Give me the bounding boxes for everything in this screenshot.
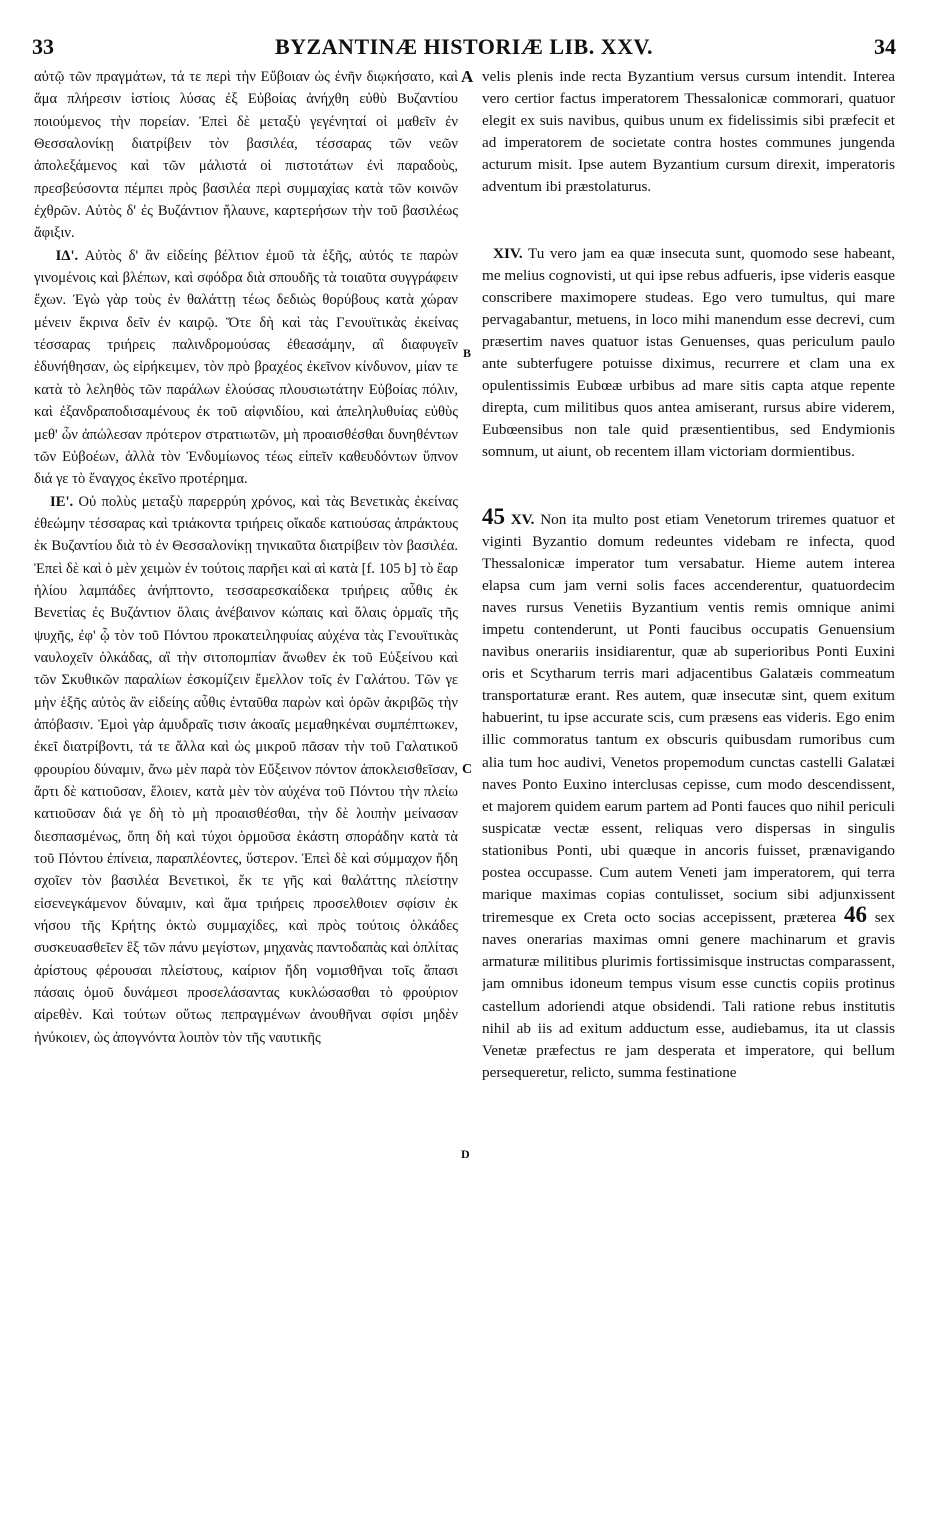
latin-section-14-text: Tu vero jam ea quæ insecuta sunt, quomodo sese habeant, me melius cognovisti, ut qui ipse rebus adfueris, ipse videris easque conscribere maximopere studeas. Ego vero tumultus, qui mare pervagabantur, metuens, in loco mihi manendum esse decrevi, cum præsertim naves quatuor istas Genuenses, quas periculum paulo ante subterfugere potuisse diximus, recurrere et clam una ex opulentissimis Eubœæ urbibus ad mare sitis capta atque repente direpta, cum militibus quos antea amiserant, rursus abire viderem, Eubœensibus non tale quid præsentientibus, sed Endymionis somnum, ut aiunt, ob recentem illam victoriam dormientibus. [482,244,895,461]
greek-section-15-number: ΙΕ'. [50,493,74,510]
greek-section-14 [34,245,458,491]
margin-letter-d: D [461,1147,470,1161]
page-number-right: 34 [874,34,896,59]
margin-letter-c: C [462,762,473,777]
latin-section-15-text-a: Non ita multo post etiam Venetorum triremes quatuor et viginti Byzantio domum redeuntes videbam re infecta, quod Thessalonicæ imperator tum versabatur. Hieme autem interea elapsa cum jam verni solis faces accenderentur, quatuordecim naves rursus Venetiis Byzantium ventis remis omnique animi impetu contenderunt, ut Ponti faucibus occupatis Genuensium navibus onerariis insidiarentur, quæ ab superioribus Ponti Euxini oris et Scytharum terris mari adjacentibus Galatæis commeatum transportaturæ erant. Res autem, quæ insecutæ sint, quem exitum habuerint, tu ipse accurate scis, cum præsens eas videris. Ego enim illic commoratus tantum ex obscuris quibusdam rumoribus cum alia tum hoc audivi, Venetos propemodum cunctas castelli Galatæi naves Ponto Euxino interclusas cepisse, cum modo descendissent, et majorem quidem earum partem ad Ponti fauces quo nihil periculi suspicatæ vectæ essent, reliquas vero dispersas in singulis stationibus Ponti, ubi quæque in ancoris fuisset, prænavigando postea occupasse. Cum autem Veneti jam imperatorem, qui terra marique maximas copias contulisset, socium sibi adjunxissent triremesque ex Creta octo socias accepissent, præterea [482,510,895,927]
latin-section-14 [482,243,895,464]
greek-section-14-number: ΙΔ'. [55,247,79,264]
running-title: BYZANTINÆ HISTORIÆ LIB. XXV. [274,34,654,59]
latin-section-14-number: XIV. [493,244,523,262]
latin-column [482,66,895,1518]
margin-letter-a: A [461,67,474,86]
page-number-left: 33 [32,34,54,59]
greek-section-14-text: Αὐτὸς δ' ἂν εἰδείης βέλτιον ἐμοῦ τὰ ἑξῆς, αὐτός τε παρὼν γινομένοις καὶ βλέπων, καὶ σφόδρα διὰ σπουδῆς τὰ τοιαῦτα συγγράφειν ἔχων. Ἐγὼ γὰρ τοὺς ἐν θαλάττῃ τέως δεδιὼς θορύβους κατὰ χώραν μένειν ἔκρινα δεῖν ἐν καιρῷ. Ὅτε δὴ καὶ τὰς Γενουϊτικὰς ἐκείνας τέσσαρας τριήρεις παλινδρομούσας ἐθεασάμην, αἳ διαφυγεῖν ἐδυνήθησαν, ὡς εἰρήκειμεν, τὸν πρὸ βραχέος ἐκεῖνον κίνδυνον, μίαν τε κατὰ τὸ λεληθὸς τῶν παράλων ἑλούσας πλουσιωτάτην Εὐβοίας πόλιν, καὶ ἐξανδραποδισαμένους ἐκ τοῦ αἰφνιδίου, καὶ ἀπεληλυθυίας εὐθὺς μεθ' ὧν ἀπώλεσαν πρότερον στρατιωτῶν, μὴ προαισθέσθαι δυνηθέντων τῶν Εὐβοέων, ἀλλὰ τὸν Ἐνδυμίωνος τέως εἰπεῖν καθευδόντων ὕπνον διά γε τὸ ἔναγχος ἐκεῖνο προτέρημα. [34,247,458,488]
page-header [32,34,896,60]
spacer [482,464,895,508]
latin-section-15-number: XV. [510,510,535,528]
folio-number-45: 45 [482,503,505,529]
spacer [482,199,895,243]
margin-letter-b: B [463,346,472,360]
folio-number-46: 46 [843,902,867,928]
latin-section-15 [482,503,895,1084]
greek-column [34,66,458,1518]
latin-paragraph-intro: velis plenis inde recta Byzantium versus cursum intendit. Interea vero certior factus imperatorem Thessalonicæ commorari, quatuor elegit ex suis navibus, quibus unum ex fidelissimis sibi præfecit et ad imperatorem de societate contra hostes communes jungenda acturum misit. Ipse autem Byzantium cursum direxit, imperatoris adventum ibi præstolaturus. [482,68,895,196]
latin-section-15-text-b: sex naves onerarias maximas omni genere machinarum et gravis armaturæ militibus plurimis fortissimisque instructas comparassent, jam omnibus idoneum tempus visum esse cunctis copiis protinus castellum adoriendi atque obsidendi. Tali ratione rebus institutis nihil ab iis ad exitum adductum esse, audiebamus, ita ut classis Venetæ præfectus re jam desperata et imperatore, qui bellum persequeretur, relicto, summa festinatione [482,909,895,1081]
greek-section-15-text: Οὐ πολὺς μεταξὺ παρερρύη χρόνος, καὶ τὰς Βενετικὰς ἐκείνας ἐθεώμην τέσσαρας καὶ τριάκοντα τριήρεις οἴκαδε κατιούσας ἀπράκτους ἐκ Βυζαντίου διὰ τὸ ἐν Θεσσαλονίκῃ τηνικαῦτα διατρίβειν τὸν βασιλέα. Ἐπεὶ δὲ καὶ ὁ μὲν χειμὼν ἐν τούτοις παρῆει καὶ αἱ κατὰ [f. 105 b] τὸ ἔαρ ἡλίου λαμπάδες ἀνήπτοντο, τεσσαρεσκαίδεκα τριήρεις αὖθις ἐκ Βενετίας ἐς Βυζάντιον ὅλαις ἀνέβαινον κώπαις καὶ ὅλαις ὁρμαῖς τῆς ψυχῆς, ἐφ' ᾧ τὸν τοῦ Πόντου προκατειληφυίας αὐχένα τὰς Γενουϊτικὰς ναυλοχεῖν ὁλκάδας, αἳ τὴν σιτοπομπίαν ἄνωθεν ἐκ τοῦ Εὐξείνου καὶ τῶν Σκυθικῶν παραλίων ἐσκομίζειν ἔμελλον τοῖς ἐν Γαλάτου. Τῶν γε μὴν ἑξῆς αὐτὸς ἂν εἰδείης αὖθις ἐνταῦθα παρὼν καὶ ὁρῶν ἀκριβῶς τὴν ἀπόβασιν. Ἐμοὶ γὰρ ἀμυδραῖς τισιν ἀκοαῖς μεμαθηκέναι συμπέπτωκεν, ἐκεῖ διατρίβοντι, τά τε ἄλλα καὶ ὡς μικροῦ πᾶσαν τὴν τοῦ Γαλατικοῦ φρουρίου δύναμιν, ἄνω μὲν παρὰ τὸν Εὔξεινον πόντον ἀποκλεισθεῖσαν, ἄρτι δὲ κατιοῦσαν, ἕλοιεν, κατὰ μὲν τὸν αὐχένα τοῦ Πόντου τὴν πλείω κατιοῦσαν διά γε δὴ τὸ μὴ προαισθέσθαι, τὴν δὲ λοιπὴν μείνασαν διεσπασμένως, ὅπη δὴ καὶ τύχοι ὁρμοῦσα ἑκάστη σποράδην κατὰ τὰ τοῦ Πόντου ἐπίνεια, παραπλέοντες, ὕστερον. Ἐπεὶ δὲ καὶ σύμμαχον ἤδη σχοῖεν τὸν βασιλέα Βενετικοὶ, ἔκ τε γῆς καὶ θαλάττης πλείστην εἰσενεγκάμενον δύναμιν, καὶ ἅμα τριήρεις προσελθοιεν σφίσιν ἐκ νήσου τῆς Κρήτης ὀκτὼ συμμαχίδες, καὶ πρὸς τούτοις ὁλκάδες συσκευασθεῖεν ἓξ τῶν πάνυ μεγίστων, μηχανὰς παντοδαπὰς καὶ ὁπλίτας ἀρίστους φέρουσαι πλείστους, καίριον ἤδη νομισθῆναι τοῖς ἅπασι πάσαις ὁμοῦ δυνάμεσι προσελάσαντας κυκλώσασθαι τὸ φρούριον αἰρεθὲν. Καὶ τούτων οὕτως πεπραγμένων ἀνουθῆναι σφίσι μηδὲν ἠνύκοιεν, ὡς ἀπογνόντα λοιπὸν τὸν τῆς ναυτικῆς [34,493,458,1046]
greek-section-15 [34,491,458,1050]
greek-paragraph-intro: αὐτῷ τῶν πραγμάτων, τά τε περὶ τὴν Εὔβοιαν ὡς ἐνῆν διῳκήσατο, καὶ ἅμα πλήρεσιν ἱστίοις λύσας ἐξ Εὐβοίας ἀνήχθη εὐθὺ Βυζαντίου ποιούμενος τὴν πορείαν. Ἐπεὶ δὲ μεταξὺ γεγένηταί οἱ μαθεῖν ἐν Θεσσαλονίκῃ διατρίβειν τὸν βασιλέα, τέσσαρας τῶν νεῶν ἀπολεξάμενος καὶ τῶν μάλιστά οἱ πιστοτάτων ἐνὶ παραδοὺς, πρεσβεύσοντα πέμπει πρὸς βασιλέα περὶ συμμαχίας κατὰ τῶν κοινῶν ἐχθρῶν. Αὐτὸς δ' ἐς Βυζάντιον ἤλαυνε, καρτερήσων τὴν τοῦ βασιλέως ἄφιξιν. [34,69,458,242]
